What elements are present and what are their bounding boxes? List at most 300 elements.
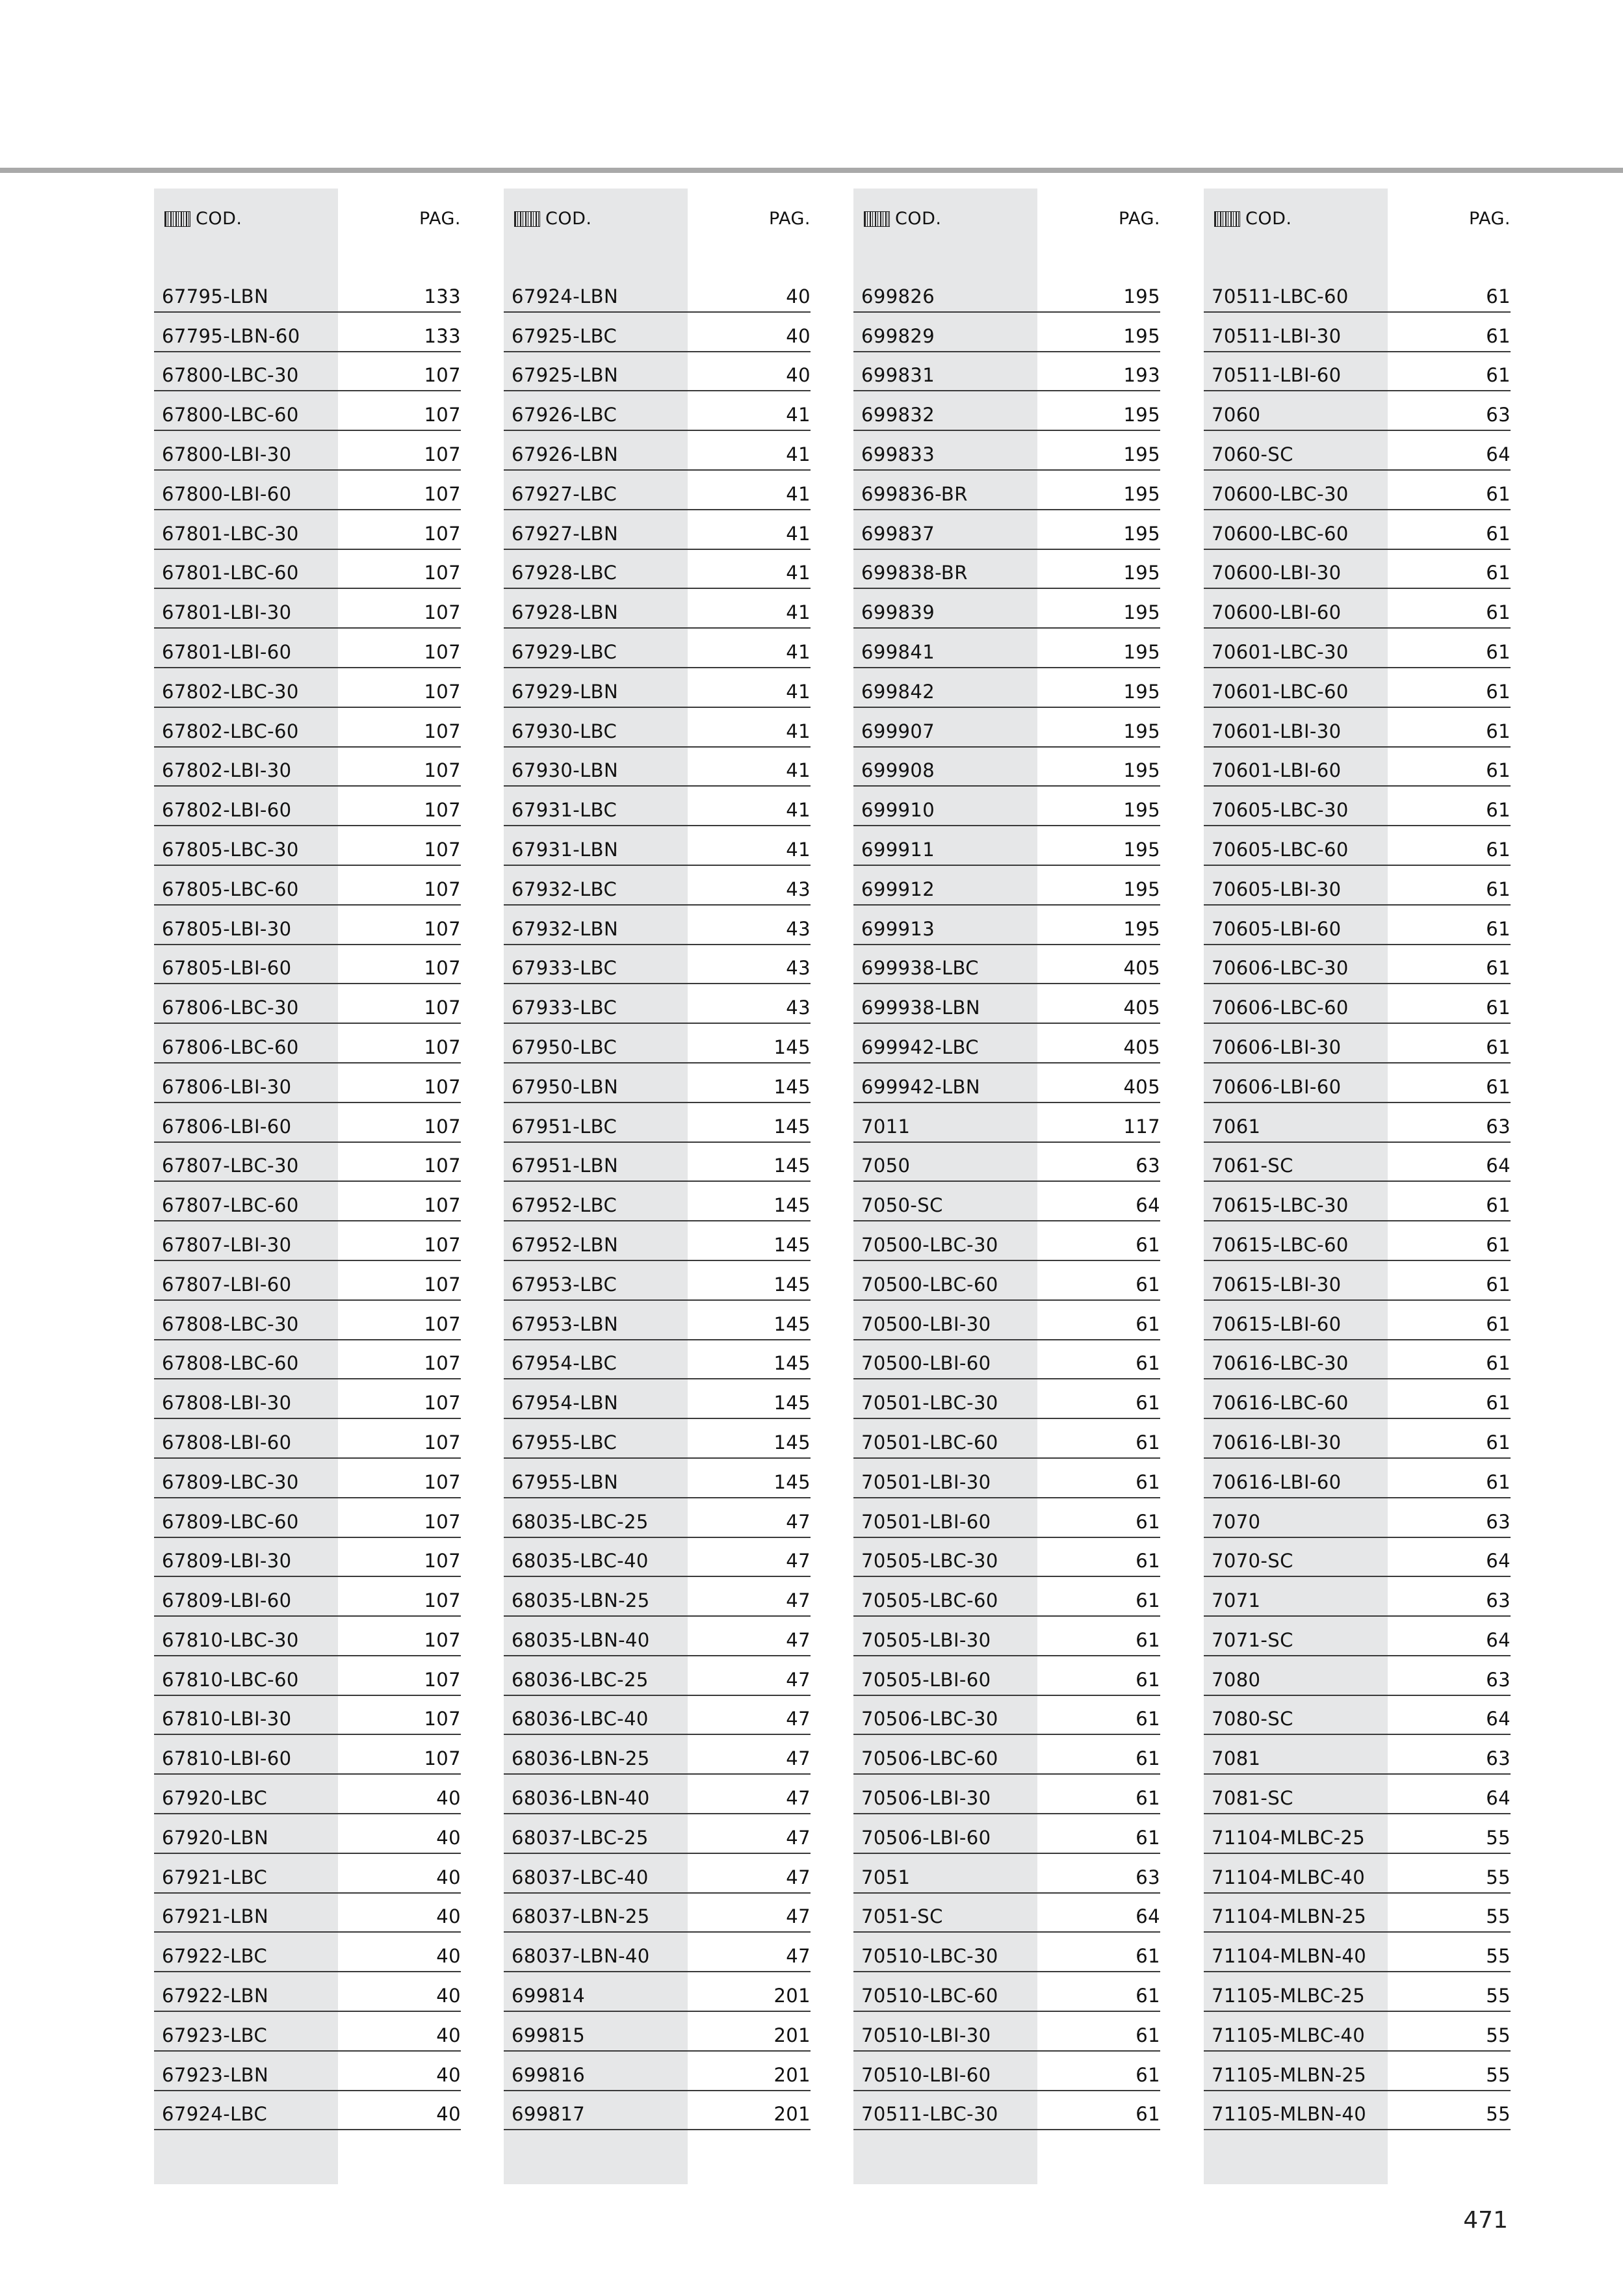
product-code: 70616-LBI-60 (1212, 1470, 1342, 1493)
product-code: 67810-LBC-30 (162, 1628, 299, 1651)
page-ref: 107 (424, 364, 461, 387)
product-code: 70511-LBC-30 (861, 2103, 998, 2126)
product-code: 67809-LBC-60 (162, 1510, 299, 1533)
page-ref: 195 (1123, 562, 1160, 584)
table-row (853, 1735, 1160, 1775)
code-header-label: COD. (895, 209, 942, 229)
page-ref: 41 (786, 799, 811, 822)
page-ref: 61 (1136, 1747, 1160, 1770)
product-code: 67953-LBN (512, 1312, 619, 1335)
product-code: 70601-LBC-30 (1212, 640, 1349, 663)
product-code: 70501-LBC-30 (861, 1392, 998, 1415)
table-row (853, 629, 1160, 668)
column-header (154, 189, 461, 273)
table-row (1204, 629, 1511, 668)
page-ref: 195 (1123, 720, 1160, 742)
page-ref: 61 (1136, 1233, 1160, 1256)
product-code: 7081-SC (1212, 1787, 1293, 1810)
product-code: 70505-LBC-30 (861, 1550, 998, 1572)
table-row (1204, 1103, 1511, 1143)
product-code: 67920-LBC (162, 1787, 268, 1810)
page-header-label: PAG. (419, 209, 461, 229)
table-row (504, 1933, 811, 1972)
page-ref: 107 (424, 1747, 461, 1770)
product-code: 70501-LBC-60 (861, 1431, 998, 1454)
product-code: 67805-LBI-30 (162, 917, 292, 940)
page-ref: 193 (1123, 364, 1160, 387)
product-code: 70615-LBC-30 (1212, 1194, 1349, 1217)
table-row (1204, 945, 1511, 985)
product-code: 70505-LBC-60 (861, 1589, 998, 1612)
product-code: 699815 (512, 2024, 586, 2046)
table-row (853, 1024, 1160, 1063)
product-code: 67928-LBC (512, 562, 617, 584)
table-row (154, 826, 461, 866)
table-row (853, 313, 1160, 352)
product-code: 67806-LBC-60 (162, 1036, 299, 1058)
product-code: 67920-LBN (162, 1826, 269, 1849)
page-ref: 195 (1123, 917, 1160, 940)
page-ref: 107 (424, 482, 461, 505)
table-row (154, 1498, 461, 1538)
page-ref: 55 (1486, 1945, 1511, 1968)
product-code: 68037-LBN-40 (512, 1945, 650, 1968)
column-header (504, 189, 811, 273)
page-ref: 55 (1486, 1866, 1511, 1888)
table-row (154, 471, 461, 510)
page-ref: 145 (773, 1233, 811, 1256)
product-code: 70506-LBC-60 (861, 1747, 998, 1770)
page-ref: 201 (773, 2063, 811, 2086)
page-ref: 107 (424, 1036, 461, 1058)
product-code: 67807-LBC-30 (162, 1155, 299, 1177)
table-row (1204, 510, 1511, 550)
table-row (504, 1340, 811, 1380)
table-row (504, 945, 811, 985)
product-code: 70511-LBI-30 (1212, 324, 1342, 347)
table-row (154, 2052, 461, 2091)
product-code: 70606-LBI-60 (1212, 1075, 1342, 1098)
product-code: 7050-SC (861, 1194, 943, 1217)
table-row (1204, 1261, 1511, 1301)
page-ref: 64 (1486, 443, 1511, 465)
product-code: 67931-LBN (512, 838, 619, 861)
product-code: 699908 (861, 759, 935, 782)
product-code: 67951-LBN (512, 1155, 619, 1177)
product-code: 7070-SC (1212, 1550, 1293, 1572)
product-code: 7060 (1212, 404, 1261, 426)
product-code: 699913 (861, 917, 935, 940)
product-code: 699942-LBC (861, 1036, 979, 1058)
top-divider (0, 168, 1623, 173)
table-row (853, 1577, 1160, 1617)
page-ref: 107 (424, 522, 461, 545)
table-row (504, 550, 811, 590)
product-code: 699839 (861, 601, 935, 624)
page-ref: 64 (1136, 1194, 1160, 1217)
product-code: 67932-LBC (512, 878, 617, 900)
table-row (853, 1459, 1160, 1498)
product-code: 67808-LBC-30 (162, 1312, 299, 1335)
page-ref: 195 (1123, 680, 1160, 703)
page-ref: 61 (1136, 1431, 1160, 1454)
table-row (1204, 866, 1511, 906)
product-code: 699912 (861, 878, 935, 900)
table-row (504, 1182, 811, 1221)
table-row (154, 668, 461, 708)
product-code: 67802-LBI-60 (162, 799, 292, 822)
product-code: 70616-LBC-60 (1212, 1392, 1349, 1415)
table-row (1204, 2091, 1511, 2131)
product-code: 67926-LBC (512, 404, 617, 426)
page-ref: 64 (1486, 1628, 1511, 1651)
table-row (853, 1063, 1160, 1103)
page-ref: 107 (424, 1392, 461, 1415)
product-code: 67801-LBC-60 (162, 562, 299, 584)
page-ref: 47 (786, 1747, 811, 1770)
table-row (1204, 708, 1511, 748)
page-ref: 145 (773, 1036, 811, 1058)
product-code: 67807-LBI-60 (162, 1273, 292, 1296)
page-ref: 133 (424, 285, 461, 307)
page-ref: 107 (424, 1194, 461, 1217)
product-code: 7061-SC (1212, 1155, 1293, 1177)
page-header-label: PAG. (1468, 209, 1511, 229)
table-row (853, 352, 1160, 392)
page-ref: 43 (786, 957, 811, 980)
table-row (1204, 273, 1511, 313)
table-row (154, 1143, 461, 1182)
table-row (154, 1340, 461, 1380)
index-column-1 (154, 189, 461, 2130)
table-row (154, 1103, 461, 1143)
page-ref: 61 (1486, 878, 1511, 900)
product-code: 7080-SC (1212, 1708, 1293, 1730)
product-code: 67954-LBN (512, 1392, 619, 1415)
table-row (504, 1419, 811, 1459)
product-code: 67952-LBC (512, 1194, 617, 1217)
page-number: 471 (1463, 2207, 1508, 2234)
product-code: 70511-LBI-60 (1212, 364, 1342, 387)
page-ref: 61 (1486, 1312, 1511, 1335)
page-ref: 61 (1136, 2063, 1160, 2086)
product-code: 67933-LBC (512, 997, 617, 1019)
table-row (853, 945, 1160, 985)
table-row (1204, 431, 1511, 471)
product-code: 67801-LBI-30 (162, 601, 292, 624)
product-code: 70616-LBC-30 (1212, 1352, 1349, 1375)
table-row (1204, 1143, 1511, 1182)
product-code: 68037-LBC-25 (512, 1826, 649, 1849)
table-row (1204, 1379, 1511, 1419)
product-code: 67954-LBC (512, 1352, 617, 1375)
product-code: 70506-LBC-30 (861, 1708, 998, 1730)
table-row (853, 550, 1160, 590)
table-row (154, 1301, 461, 1340)
table-row (154, 1894, 461, 1933)
table-row (504, 866, 811, 906)
product-code: 70600-LBI-30 (1212, 562, 1342, 584)
page-ref: 47 (786, 1708, 811, 1730)
product-code: 699838-BR (861, 562, 968, 584)
table-row (154, 510, 461, 550)
page-ref: 63 (1486, 1589, 1511, 1612)
table-row (853, 1498, 1160, 1538)
product-code: 67922-LBC (162, 1945, 268, 1968)
product-code: 67805-LBI-60 (162, 957, 292, 980)
page-ref: 201 (773, 2024, 811, 2046)
product-code: 67801-LBI-60 (162, 640, 292, 663)
product-code: 67927-LBC (512, 482, 617, 505)
table-row (504, 2052, 811, 2091)
product-code: 68035-LBN-25 (512, 1589, 650, 1612)
page-ref: 107 (424, 404, 461, 426)
table-row (154, 1063, 461, 1103)
page-ref: 145 (773, 1352, 811, 1375)
product-code: 699831 (861, 364, 935, 387)
product-code: 68037-LBC-40 (512, 1866, 649, 1888)
page-ref: 61 (1136, 1668, 1160, 1691)
page-ref: 41 (786, 838, 811, 861)
page-ref: 55 (1486, 1905, 1511, 1928)
product-code: 67928-LBN (512, 601, 619, 624)
table-row (504, 1261, 811, 1301)
table-row (853, 748, 1160, 787)
product-code: 67810-LBI-30 (162, 1708, 292, 1730)
page-ref: 61 (1486, 562, 1511, 584)
page-ref: 107 (424, 1628, 461, 1651)
product-code: 70506-LBI-60 (861, 1826, 991, 1849)
page-ref: 107 (424, 957, 461, 980)
page-ref: 40 (436, 1905, 461, 1928)
table-row (1204, 1894, 1511, 1933)
table-row (504, 1577, 811, 1617)
table-row (504, 1972, 811, 2012)
page-ref: 145 (773, 1470, 811, 1493)
product-code: 70500-LBC-30 (861, 1233, 998, 1256)
page-ref: 107 (424, 759, 461, 782)
product-code: 67951-LBC (512, 1115, 617, 1138)
page-ref: 55 (1486, 1826, 1511, 1849)
page-ref: 107 (424, 1708, 461, 1730)
code-header-label: COD. (196, 209, 242, 229)
page-ref: 195 (1123, 799, 1160, 822)
table-row (154, 1696, 461, 1736)
product-code: 67808-LBI-30 (162, 1392, 292, 1415)
page-ref: 43 (786, 997, 811, 1019)
page-ref: 41 (786, 680, 811, 703)
page-ref: 43 (786, 917, 811, 940)
product-code: 70606-LBC-60 (1212, 997, 1349, 1019)
product-code: 699826 (861, 285, 935, 307)
page-ref: 107 (424, 1312, 461, 1335)
product-code: 70615-LBI-60 (1212, 1312, 1342, 1335)
page-ref: 41 (786, 404, 811, 426)
page-ref: 107 (424, 1273, 461, 1296)
table-row (853, 1182, 1160, 1221)
page-ref: 61 (1486, 997, 1511, 1019)
page-ref: 55 (1486, 2024, 1511, 2046)
product-code: 699842 (861, 680, 935, 703)
page-ref: 61 (1136, 1392, 1160, 1415)
table-row (1204, 1182, 1511, 1221)
table-row (853, 1301, 1160, 1340)
product-code: 67806-LBI-30 (162, 1075, 292, 1098)
page-ref: 47 (786, 1945, 811, 1968)
table-row (853, 1775, 1160, 1814)
table-row (154, 1775, 461, 1814)
page-ref: 107 (424, 1155, 461, 1177)
page-ref: 195 (1123, 285, 1160, 307)
index-column-3 (853, 189, 1160, 2130)
page-ref: 145 (773, 1194, 811, 1217)
table-row (504, 1459, 811, 1498)
table-row (504, 787, 811, 826)
product-code: 70606-LBC-30 (1212, 957, 1349, 980)
page-ref: 47 (786, 1628, 811, 1651)
page-ref: 61 (1136, 2103, 1160, 2126)
table-row (154, 1735, 461, 1775)
page-ref: 61 (1136, 1550, 1160, 1572)
product-code: 68036-LBN-25 (512, 1747, 650, 1770)
product-code: 67808-LBC-60 (162, 1352, 299, 1375)
table-row (1204, 1221, 1511, 1261)
page-ref: 107 (424, 1510, 461, 1533)
page-ref: 63 (1486, 404, 1511, 426)
table-row (504, 1301, 811, 1340)
page-ref: 107 (424, 562, 461, 584)
table-row (504, 1617, 811, 1656)
table-row (154, 906, 461, 945)
table-row (504, 2012, 811, 2052)
table-row (154, 1024, 461, 1063)
table-row (154, 2012, 461, 2052)
table-row (504, 906, 811, 945)
table-row (504, 984, 811, 1024)
page-ref: 63 (1136, 1866, 1160, 1888)
page-ref: 201 (773, 2103, 811, 2126)
table-row (853, 1103, 1160, 1143)
product-code: 71105-MLBN-40 (1212, 2103, 1367, 2126)
page-ref: 195 (1123, 324, 1160, 347)
product-code: 71105-MLBC-40 (1212, 2024, 1366, 2046)
page-ref: 61 (1136, 2024, 1160, 2046)
table-row (853, 1379, 1160, 1419)
page-ref: 61 (1136, 1273, 1160, 1296)
page-ref: 195 (1123, 759, 1160, 782)
table-row (853, 1696, 1160, 1736)
table-row (154, 1972, 461, 2012)
page-ref: 47 (786, 1826, 811, 1849)
table-row (853, 1656, 1160, 1696)
product-code: 70600-LBI-60 (1212, 601, 1342, 624)
page-ref: 40 (786, 285, 811, 307)
page-ref: 40 (786, 324, 811, 347)
page-ref: 61 (1136, 1985, 1160, 2007)
page-ref: 43 (786, 878, 811, 900)
product-code: 699836-BR (861, 482, 968, 505)
page-ref: 61 (1486, 1352, 1511, 1375)
page-ref: 47 (786, 1668, 811, 1691)
table-row (154, 313, 461, 352)
product-code: 7061 (1212, 1115, 1261, 1138)
page-ref: 107 (424, 720, 461, 742)
product-code: 68036-LBN-40 (512, 1787, 650, 1810)
page-ref: 145 (773, 1431, 811, 1454)
table-row (853, 273, 1160, 313)
product-code: 70605-LBC-60 (1212, 838, 1349, 861)
page-ref: 63 (1486, 1747, 1511, 1770)
product-code: 70500-LBI-60 (861, 1352, 991, 1375)
table-row (504, 1656, 811, 1696)
page-ref: 40 (786, 364, 811, 387)
product-code: 71104-MLBC-40 (1212, 1866, 1366, 1888)
page-header-label: PAG. (1118, 209, 1160, 229)
table-row (154, 1419, 461, 1459)
page-ref: 61 (1136, 1589, 1160, 1612)
product-code: 70505-LBI-60 (861, 1668, 991, 1691)
page-ref: 61 (1136, 1628, 1160, 1651)
page-ref: 40 (436, 1787, 461, 1810)
product-code: 70600-LBC-30 (1212, 482, 1349, 505)
product-code: 68035-LBN-40 (512, 1628, 650, 1651)
table-row (154, 1182, 461, 1221)
table-row (853, 1894, 1160, 1933)
table-row (1204, 1933, 1511, 1972)
table-row (154, 1577, 461, 1617)
table-row (154, 431, 461, 471)
table-row (504, 1063, 811, 1103)
page-ref: 64 (1136, 1905, 1160, 1928)
product-code: 7070 (1212, 1510, 1261, 1533)
product-code: 68036-LBC-40 (512, 1708, 649, 1730)
table-row (154, 984, 461, 1024)
index-rows (1204, 273, 1511, 2130)
page-ref: 405 (1123, 997, 1160, 1019)
page-ref: 47 (786, 1866, 811, 1888)
product-code: 70615-LBI-30 (1212, 1273, 1342, 1296)
product-code: 67932-LBN (512, 917, 619, 940)
table-row (154, 1617, 461, 1656)
product-code: 67955-LBN (512, 1470, 619, 1493)
page-ref: 63 (1486, 1115, 1511, 1138)
page-ref: 107 (424, 1470, 461, 1493)
page-ref: 195 (1123, 404, 1160, 426)
table-row (853, 787, 1160, 826)
page-ref: 61 (1486, 601, 1511, 624)
page-ref: 64 (1486, 1550, 1511, 1572)
page-ref: 40 (436, 1945, 461, 1968)
product-code: 699817 (512, 2103, 586, 2126)
product-code: 67807-LBC-60 (162, 1194, 299, 1217)
product-code: 7071 (1212, 1589, 1261, 1612)
product-code: 67921-LBC (162, 1866, 268, 1888)
page-ref: 107 (424, 1550, 461, 1572)
page-ref: 107 (424, 443, 461, 465)
table-row (1204, 668, 1511, 708)
page-ref: 47 (786, 1787, 811, 1810)
page-ref: 405 (1123, 957, 1160, 980)
product-code: 67922-LBN (162, 1985, 269, 2007)
table-row (1204, 984, 1511, 1024)
page-ref: 40 (436, 1866, 461, 1888)
page-ref: 61 (1486, 1075, 1511, 1098)
product-code: 70501-LBI-30 (861, 1470, 991, 1493)
page-ref: 61 (1486, 324, 1511, 347)
table-row (1204, 391, 1511, 431)
barcode-icon (514, 211, 540, 227)
code-header-label: COD. (1245, 209, 1292, 229)
